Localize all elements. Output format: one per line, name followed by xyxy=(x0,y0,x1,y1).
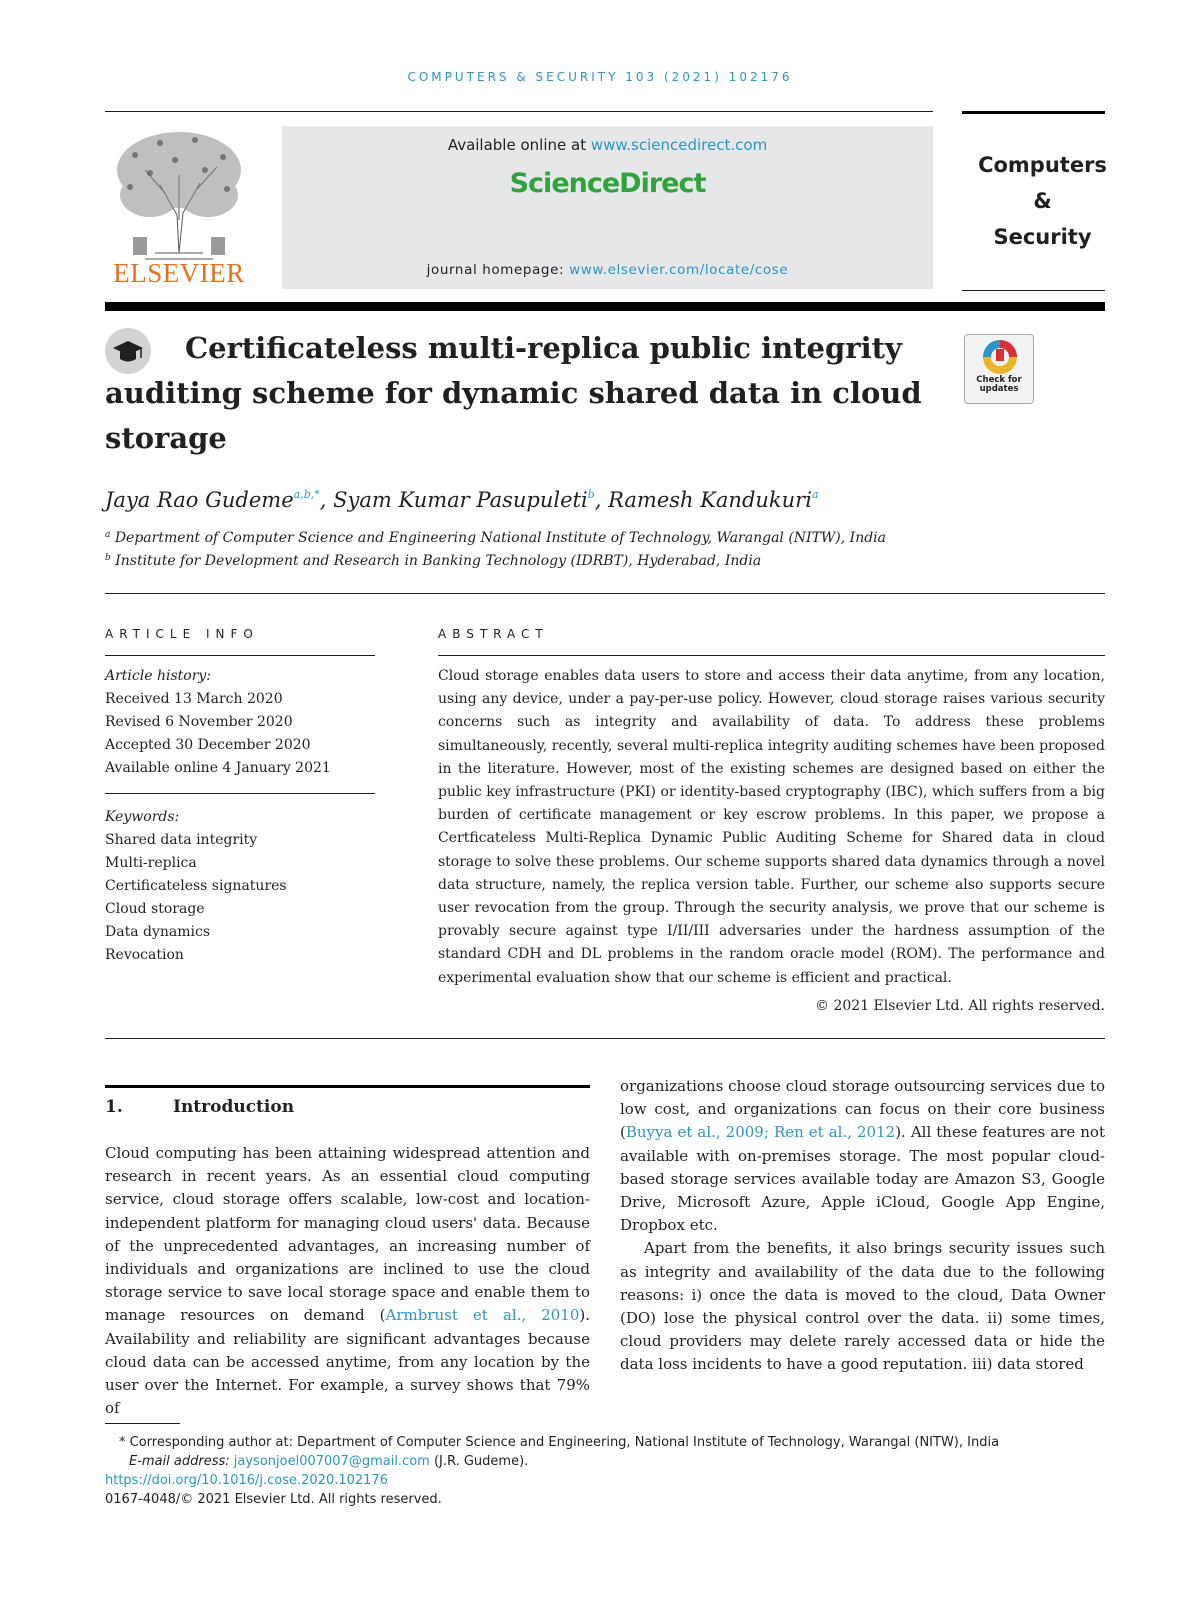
author-name[interactable]: Ramesh Kandukuri xyxy=(608,488,812,512)
affiliation-text: Institute for Development and Research in Banking Technology (IDRBT), Hyderabad, India xyxy=(115,553,762,569)
email-link[interactable]: jaysonjoel007007@gmail.com xyxy=(233,1454,430,1469)
sciencedirect-link[interactable]: www.sciencedirect.com xyxy=(590,136,768,154)
elsevier-wordmark: ELSEVIER xyxy=(113,258,245,288)
journal-homepage-line xyxy=(282,262,933,278)
sciencedirect-logo: ScienceDirect xyxy=(509,168,706,199)
check-label-line-2: updates xyxy=(979,384,1019,394)
check-for-updates-label xyxy=(965,376,1033,394)
running-head: COMPUTERS & SECURITY 103 (2021) 102176 xyxy=(407,70,793,84)
masthead-box xyxy=(282,126,933,289)
citation-link[interactable]: Armbrust et al., 2010 xyxy=(385,1306,580,1325)
keyword-item: Data dynamics xyxy=(105,924,211,940)
available-online-prefix: Available online at xyxy=(447,136,587,154)
affiliation-mark: a xyxy=(105,530,111,540)
history-accepted: Accepted 30 December 2020 xyxy=(105,737,311,753)
citation-link[interactable]: Ren et al., 2012 xyxy=(773,1123,896,1142)
journal-name xyxy=(955,147,1130,255)
affiliation-mark: b xyxy=(105,553,111,563)
footnote-rule xyxy=(105,1423,180,1424)
history-available-online: Available online 4 January 2021 xyxy=(105,760,331,776)
author-separator: , xyxy=(319,488,327,512)
abstract-copyright: © 2021 Elsevier Ltd. All rights reserved. xyxy=(815,998,1105,1014)
author-name[interactable]: Syam Kumar Pasupuleti xyxy=(333,488,588,512)
intro-paragraph-1 xyxy=(105,1142,590,1420)
intro-text: organizations choose cloud storage outsourcing services due to low cost, and organizations can focus on their core business ( xyxy=(620,1077,1105,1142)
intro-paragraph-2: Apart from the benefits, it also brings security issues such as integrity and availability of the data due to the following reasons: i) once the data is moved to the cloud, Data Owner (DO) lose the physical control over the data. ii) some times, cloud providers may delete rarely accessed data or hide the data loss incidents to have a good reputation. iii) data stored xyxy=(620,1239,1105,1374)
journal-top-rule-bold xyxy=(962,111,1105,114)
body-column-left xyxy=(105,1142,590,1420)
author-affil-mark[interactable]: a xyxy=(811,488,819,501)
section-heading-introduction xyxy=(105,1097,294,1117)
intro-paragraph-1-cont xyxy=(620,1075,1105,1237)
affiliation-b xyxy=(105,553,1105,569)
intro-text: ). All these features are not available with on-premises storage. The most popular cloud-based storage services available today are Amazon S3, Google Drive, Microsoft Azure, Apple iCloud, Google App Engine, Dropbox etc. xyxy=(620,1123,1105,1235)
check-for-updates-icon xyxy=(965,335,1035,377)
keyword-item: Revocation xyxy=(105,947,184,963)
affiliation-text: Department of Computer Science and Engineering National Institute of Technology, Warangal (NITW), India xyxy=(114,530,887,546)
email-owner: (J.R. Gudeme). xyxy=(433,1454,529,1469)
author-affil-mark[interactable]: a,b,* xyxy=(293,488,320,501)
footnote-star: * xyxy=(119,1435,126,1450)
email-line xyxy=(105,1452,1105,1471)
intro-text: Cloud computing has been attaining widespread attention and research in recent years. As an essential cloud computing service, cloud storage offers scalable, low-cost and location-independent platform for managing cloud users' data. Because of the unprecedented advantages, an increasing number of individuals and organizations are inclined to use the cloud storage service to save local storage space and enable them to manage resources on demand ( xyxy=(105,1144,590,1325)
body-column-right xyxy=(620,1075,1105,1377)
author-separator: , xyxy=(594,488,602,512)
section-number: 1. xyxy=(105,1097,123,1117)
journal-bottom-rule xyxy=(962,290,1105,291)
masthead-top-rule xyxy=(105,111,933,112)
journal-homepage-link[interactable]: www.elsevier.com/locate/cose xyxy=(569,262,789,278)
check-label-line-1: Check for xyxy=(976,375,1022,385)
footnote xyxy=(105,1433,1105,1509)
article-history-label: Article history: xyxy=(105,668,212,684)
article-history-rule xyxy=(105,793,375,794)
author-affil-mark[interactable]: b xyxy=(587,488,595,501)
abstract-text: Cloud storage enables data users to store and access their data anytime, from any location, using any device, under a pay-per-use policy. However, cloud storage raises various security concerns such as integrity and availability of data. To address these problems simultaneously, recently, several multi-replica integrity auditing schemes have been proposed in the literature. However, most of the existing schemes are designed based on either the public key infrastructure (PKI) or identity-based cryptography (IBC), which suffers from a big burden of certificate management or key escrow problems. In this paper, we propose a Certficateless Multi-Replica Dynamic Public Auditing Scheme for Shared data in cloud storage to solve these problems. Our scheme supports shared data dynamics through a novel data structure, namely, the replica version table. Further, our scheme also supports secure user revocation from the group. Through the security analysis, we prove that our scheme is provably secure against type I/II/III adversaries under the hardness assumption of the standard CDH and DL problems in the random oracle model (ROM). The performance and experimental evaluation show that our scheme is efficient and practical. xyxy=(438,668,1105,986)
abstract-bottom-rule xyxy=(105,1038,1105,1039)
abstract-rule xyxy=(438,655,1105,656)
author-list xyxy=(105,488,1105,512)
issn-copyright: 0167-4048/© 2021 Elsevier Ltd. All rights reserved. xyxy=(105,1492,442,1507)
article-info-rule xyxy=(105,655,375,656)
keywords-label: Keywords: xyxy=(105,809,180,825)
author-name[interactable]: Jaya Rao Gudeme xyxy=(105,488,294,512)
header-bottom-rule xyxy=(105,593,1105,594)
journal-name-line-2: & xyxy=(1033,189,1052,213)
article-info-label: ARTICLE INFO xyxy=(105,627,259,641)
article-title: Certificateless multi-replica public integrity auditing scheme for dynamic shared data in cloud storage xyxy=(105,331,922,455)
corresponding-author-text: Corresponding author at: Department of Computer Science and Engineering, National Institute of Technology, Warangal (NITW), India xyxy=(129,1435,1000,1450)
corresponding-author-note xyxy=(105,1433,1105,1452)
article-history xyxy=(105,665,375,780)
history-revised: Revised 6 November 2020 xyxy=(105,714,293,730)
citation-separator: ; xyxy=(763,1123,774,1142)
affiliation-a xyxy=(105,530,1105,546)
doi-link[interactable]: https://doi.org/10.1016/j.cose.2020.102176 xyxy=(105,1473,388,1488)
keyword-item: Certificateless signatures xyxy=(105,878,287,894)
abstract-label: ABSTRACT xyxy=(438,627,549,641)
email-label: E-mail address: xyxy=(129,1454,230,1469)
available-online-line xyxy=(282,136,933,154)
masthead-bottom-rule xyxy=(105,302,1105,311)
journal-homepage-prefix: journal homepage: xyxy=(426,262,565,278)
keywords xyxy=(105,806,375,967)
section-title: Introduction xyxy=(173,1097,295,1117)
keyword-item: Cloud storage xyxy=(105,901,205,917)
citation-link[interactable]: Buyya et al., 2009 xyxy=(625,1123,764,1142)
journal-name-line-3: Security xyxy=(993,225,1092,249)
keyword-item: Shared data integrity xyxy=(105,832,258,848)
check-for-updates-badge[interactable] xyxy=(964,334,1034,404)
keyword-item: Multi-replica xyxy=(105,855,197,871)
history-received: Received 13 March 2020 xyxy=(105,691,283,707)
intro-heading-rule xyxy=(105,1085,590,1088)
intro-text: ). Availability and reliability are significant advantages because cloud data can be accessed anytime, from any location by the user over the Internet. For example, a survey shows that 79% of xyxy=(105,1306,590,1418)
journal-name-line-1: Computers xyxy=(978,153,1107,177)
